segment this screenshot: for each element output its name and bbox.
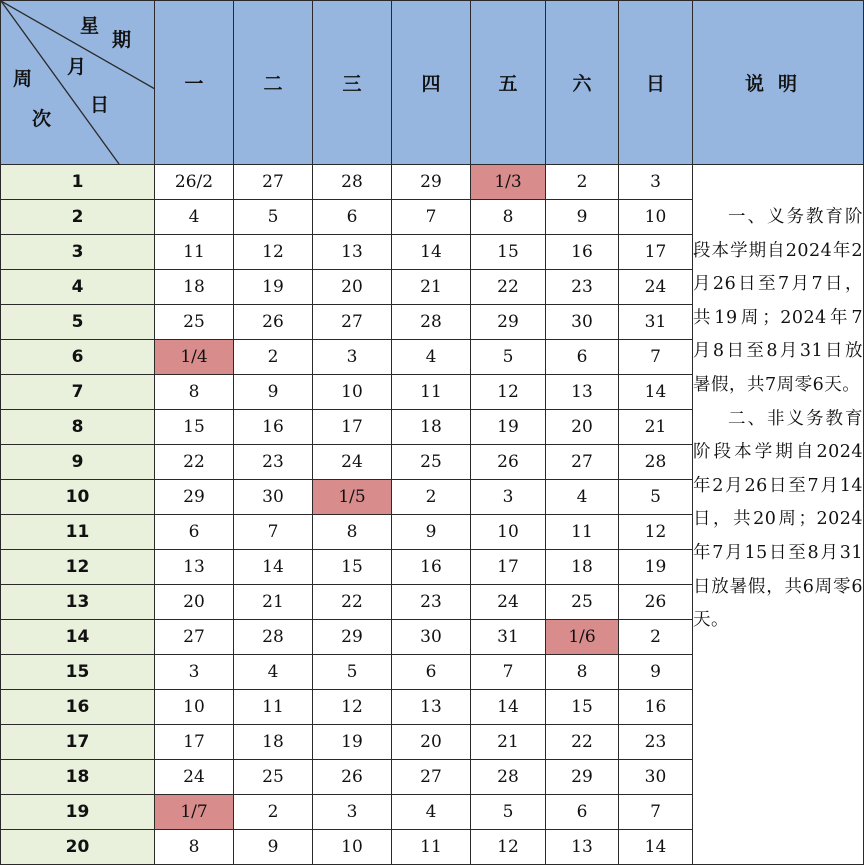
week-number-cell: 16 (1, 690, 155, 725)
date-cell: 4 (234, 655, 313, 690)
week-number-cell: 3 (1, 235, 155, 270)
date-cell: 4 (546, 480, 619, 515)
month-start-date-cell: 1/6 (546, 620, 619, 655)
date-cell: 25 (392, 445, 471, 480)
week-number-cell: 19 (1, 795, 155, 830)
date-cell: 4 (392, 340, 471, 375)
date-cell: 28 (392, 305, 471, 340)
date-cell: 18 (392, 410, 471, 445)
date-cell: 12 (619, 515, 693, 550)
date-cell: 23 (619, 725, 693, 760)
date-cell: 6 (155, 515, 234, 550)
explanation-paragraph: 二、非义务教育阶段本学期自2024年2月26日至7月14日，共20周；2024年7月15日至8月31日放暑假，共6周零6天。 (693, 408, 863, 631)
date-cell: 27 (155, 620, 234, 655)
date-cell: 17 (155, 725, 234, 760)
week-number-cell: 9 (1, 445, 155, 480)
corner-label-day: 日 (90, 94, 110, 116)
date-cell: 29 (313, 620, 392, 655)
date-cell: 27 (392, 760, 471, 795)
date-cell: 22 (155, 445, 234, 480)
date-cell: 3 (155, 655, 234, 690)
date-cell: 22 (313, 585, 392, 620)
date-cell: 7 (392, 200, 471, 235)
date-cell: 14 (392, 235, 471, 270)
date-cell: 18 (234, 725, 313, 760)
date-cell: 30 (392, 620, 471, 655)
date-cell: 15 (313, 550, 392, 585)
explain-header: 说明 (693, 1, 864, 165)
corner-label-xing: 星 (80, 15, 100, 37)
day-header-sat: 六 (546, 1, 619, 165)
date-cell: 10 (471, 515, 546, 550)
date-cell: 13 (392, 690, 471, 725)
date-cell: 13 (155, 550, 234, 585)
date-cell: 31 (619, 305, 693, 340)
date-cell: 12 (471, 830, 546, 865)
corner-label-month: 月 (67, 56, 87, 78)
date-cell: 22 (546, 725, 619, 760)
corner-header-cell (1, 1, 155, 165)
date-cell: 10 (313, 830, 392, 865)
date-cell: 26/2 (155, 165, 234, 200)
date-cell: 11 (392, 830, 471, 865)
date-cell: 2 (234, 795, 313, 830)
date-cell: 17 (471, 550, 546, 585)
date-cell: 18 (546, 550, 619, 585)
week-number-cell: 7 (1, 375, 155, 410)
day-header-tue: 二 (234, 1, 313, 165)
week-number-cell: 15 (1, 655, 155, 690)
date-cell: 27 (546, 445, 619, 480)
date-cell: 7 (619, 795, 693, 830)
week-number-cell: 2 (1, 200, 155, 235)
week-number-cell: 11 (1, 515, 155, 550)
date-cell: 25 (155, 305, 234, 340)
week-number-cell: 1 (1, 165, 155, 200)
date-cell: 20 (155, 585, 234, 620)
date-cell: 9 (234, 830, 313, 865)
date-cell: 13 (313, 235, 392, 270)
date-cell: 16 (392, 550, 471, 585)
week-row (1, 165, 864, 200)
date-cell: 5 (234, 200, 313, 235)
date-cell: 19 (313, 725, 392, 760)
date-cell: 9 (392, 515, 471, 550)
week-number-cell: 17 (1, 725, 155, 760)
corner-label-zhou: 周 (13, 68, 33, 90)
date-cell: 5 (313, 655, 392, 690)
explanation-paragraph: 一、义务教育阶段本学期自2024年2月26日至7月7日，共19周；2024年7月8日至8月31日放暑假，共7周零6天。 (693, 207, 863, 395)
date-cell: 26 (234, 305, 313, 340)
date-cell: 16 (546, 235, 619, 270)
date-cell: 21 (392, 270, 471, 305)
day-header-mon: 一 (155, 1, 234, 165)
date-cell: 2 (546, 165, 619, 200)
date-cell: 10 (155, 690, 234, 725)
date-cell: 30 (619, 760, 693, 795)
week-number-cell: 4 (1, 270, 155, 305)
date-cell: 16 (619, 690, 693, 725)
date-cell: 8 (155, 375, 234, 410)
week-number-cell: 14 (1, 620, 155, 655)
date-cell: 28 (619, 445, 693, 480)
date-cell: 3 (619, 165, 693, 200)
date-cell: 8 (155, 830, 234, 865)
date-cell: 20 (546, 410, 619, 445)
date-cell: 24 (313, 445, 392, 480)
week-number-cell: 6 (1, 340, 155, 375)
date-cell: 26 (619, 585, 693, 620)
date-cell: 29 (471, 305, 546, 340)
date-cell: 28 (471, 760, 546, 795)
date-cell: 29 (546, 760, 619, 795)
date-cell: 13 (546, 830, 619, 865)
week-number-cell: 10 (1, 480, 155, 515)
date-cell: 30 (546, 305, 619, 340)
date-cell: 6 (313, 200, 392, 235)
date-cell: 16 (234, 410, 313, 445)
date-cell: 18 (155, 270, 234, 305)
month-start-date-cell: 1/7 (155, 795, 234, 830)
date-cell: 20 (392, 725, 471, 760)
date-cell: 12 (313, 690, 392, 725)
date-cell: 24 (619, 270, 693, 305)
date-cell: 14 (471, 690, 546, 725)
date-cell: 2 (234, 340, 313, 375)
date-cell: 4 (392, 795, 471, 830)
date-cell: 22 (471, 270, 546, 305)
week-number-cell: 18 (1, 760, 155, 795)
date-cell: 23 (234, 445, 313, 480)
date-cell: 3 (313, 795, 392, 830)
date-cell: 6 (546, 795, 619, 830)
date-cell: 11 (234, 690, 313, 725)
date-cell: 28 (313, 165, 392, 200)
date-cell: 3 (471, 480, 546, 515)
date-cell: 28 (234, 620, 313, 655)
day-header-sun: 日 (619, 1, 693, 165)
date-cell: 17 (619, 235, 693, 270)
date-cell: 15 (155, 410, 234, 445)
date-cell: 20 (313, 270, 392, 305)
week-number-cell: 12 (1, 550, 155, 585)
date-cell: 7 (619, 340, 693, 375)
date-cell: 4 (155, 200, 234, 235)
week-number-cell: 5 (1, 305, 155, 340)
date-cell: 5 (619, 480, 693, 515)
date-cell: 26 (471, 445, 546, 480)
date-cell: 14 (619, 375, 693, 410)
date-cell: 8 (546, 655, 619, 690)
date-cell: 9 (234, 375, 313, 410)
date-cell: 24 (471, 585, 546, 620)
day-header-wed: 三 (313, 1, 392, 165)
date-cell: 12 (234, 235, 313, 270)
date-cell: 7 (234, 515, 313, 550)
date-cell: 25 (234, 760, 313, 795)
date-cell: 7 (471, 655, 546, 690)
corner-label-qi: 期 (112, 29, 132, 51)
date-cell: 31 (471, 620, 546, 655)
date-cell: 19 (234, 270, 313, 305)
explanation-text (693, 165, 863, 638)
date-cell: 25 (546, 585, 619, 620)
date-cell: 13 (546, 375, 619, 410)
day-header-fri: 五 (471, 1, 546, 165)
week-number-cell: 20 (1, 830, 155, 865)
date-cell: 3 (313, 340, 392, 375)
calendar-body (1, 165, 864, 865)
date-cell: 14 (234, 550, 313, 585)
date-cell: 19 (471, 410, 546, 445)
date-cell: 27 (234, 165, 313, 200)
date-cell: 11 (392, 375, 471, 410)
date-cell: 23 (392, 585, 471, 620)
date-cell: 29 (155, 480, 234, 515)
date-cell: 15 (546, 690, 619, 725)
date-cell: 19 (619, 550, 693, 585)
date-cell: 17 (313, 410, 392, 445)
date-cell: 12 (471, 375, 546, 410)
date-cell: 11 (155, 235, 234, 270)
date-cell: 14 (619, 830, 693, 865)
day-header-thu: 四 (392, 1, 471, 165)
header-row (1, 1, 864, 165)
date-cell: 11 (546, 515, 619, 550)
month-start-date-cell: 1/3 (471, 165, 546, 200)
date-cell: 15 (471, 235, 546, 270)
week-number-cell: 13 (1, 585, 155, 620)
date-cell: 5 (471, 795, 546, 830)
date-cell: 9 (546, 200, 619, 235)
date-cell: 21 (619, 410, 693, 445)
date-cell: 2 (619, 620, 693, 655)
date-cell: 10 (313, 375, 392, 410)
date-cell: 6 (392, 655, 471, 690)
date-cell: 21 (234, 585, 313, 620)
date-cell: 6 (546, 340, 619, 375)
week-number-cell: 8 (1, 410, 155, 445)
date-cell: 10 (619, 200, 693, 235)
date-cell: 9 (619, 655, 693, 690)
corner-label-ci: 次 (32, 108, 52, 130)
date-cell: 29 (392, 165, 471, 200)
month-start-date-cell: 1/4 (155, 340, 234, 375)
date-cell: 2 (392, 480, 471, 515)
date-cell: 5 (471, 340, 546, 375)
date-cell: 8 (471, 200, 546, 235)
date-cell: 30 (234, 480, 313, 515)
date-cell: 27 (313, 305, 392, 340)
explanation-cell (693, 165, 864, 865)
date-cell: 23 (546, 270, 619, 305)
date-cell: 21 (471, 725, 546, 760)
date-cell: 24 (155, 760, 234, 795)
date-cell: 8 (313, 515, 392, 550)
date-cell: 26 (313, 760, 392, 795)
month-start-date-cell: 1/5 (313, 480, 392, 515)
